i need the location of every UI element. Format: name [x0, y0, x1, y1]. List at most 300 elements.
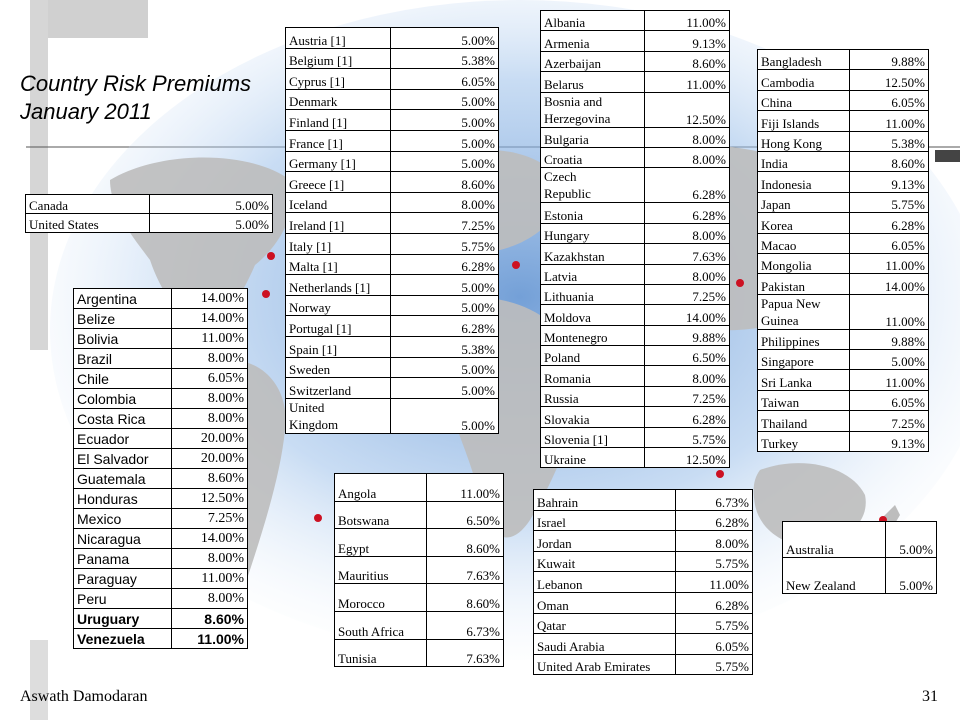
marker-dot: [314, 514, 322, 522]
country-name-cell: Portugal [1]: [286, 316, 391, 337]
risk-premium-cell: 5.00%: [390, 151, 498, 172]
country-name-cell: Venezuela: [74, 629, 172, 649]
table-row: [783, 558, 937, 594]
table-row: [286, 336, 499, 357]
table-row: [286, 172, 499, 193]
country-name-cell: Malta [1]: [286, 254, 391, 275]
table-row: [541, 346, 730, 366]
table-row: [758, 70, 929, 90]
country-name-cell: Colombia: [74, 389, 172, 409]
risk-premium-cell: 6.28%: [675, 592, 752, 613]
risk-premium-cell: 11.00%: [675, 572, 752, 593]
table-row: [335, 611, 504, 639]
country-name-cell: Panama: [74, 549, 172, 569]
risk-premium-cell: 8.60%: [849, 151, 928, 171]
country-name-cell: Kuwait: [534, 551, 676, 572]
country-name-cell: Macao: [758, 233, 850, 253]
country-name-cell: El Salvador: [74, 449, 172, 469]
risk-premium-cell: 5.75%: [675, 613, 752, 634]
country-name-cell: Guatemala: [74, 469, 172, 489]
risk-premium-cell: 6.28%: [644, 203, 729, 223]
risk-premium-cell: 5.00%: [390, 89, 498, 110]
risk-premium-cell: 6.28%: [675, 510, 752, 531]
table-row: [758, 90, 929, 110]
risk-premium-cell: 7.63%: [426, 639, 503, 667]
table-row: [541, 264, 730, 284]
table-row: [534, 531, 753, 552]
risk-premium-cell: 6.05%: [849, 233, 928, 253]
country-name-cell: Latvia: [541, 264, 645, 284]
risk-premium-cell: 6.05%: [849, 390, 928, 410]
risk-premium-cell: 5.00%: [886, 558, 937, 594]
table-row: [758, 274, 929, 294]
table-row: [286, 69, 499, 90]
country-name-cell: Iceland: [286, 192, 391, 213]
table-row: [541, 203, 730, 223]
country-name-cell: Bosnia and Herzegovina: [541, 92, 645, 127]
table-row: [534, 592, 753, 613]
table-row: [74, 589, 248, 609]
country-name-cell: Kazakhstan: [541, 244, 645, 264]
country-name-cell: Egypt: [335, 529, 427, 557]
risk-premium-cell: 11.00%: [849, 294, 928, 329]
table-row: [534, 634, 753, 655]
risk-premium-cell: 6.28%: [849, 213, 928, 233]
risk-premium-cell: 5.00%: [849, 350, 928, 370]
table-row: [541, 366, 730, 386]
risk-premium-cell: 11.00%: [171, 629, 247, 649]
country-name-cell: Turkey: [758, 431, 850, 451]
marker-dot: [716, 470, 724, 478]
table-row: [286, 151, 499, 172]
risk-premium-cell: 6.73%: [426, 611, 503, 639]
table-row: [541, 127, 730, 147]
risk-premium-cell: 6.05%: [171, 369, 247, 389]
country-name-cell: Hong Kong: [758, 131, 850, 151]
risk-premium-cell: 8.00%: [171, 349, 247, 369]
author-footer: Aswath Damodaran: [20, 688, 148, 705]
country-name-cell: Albania: [541, 11, 645, 31]
country-name-cell: Bangladesh: [758, 50, 850, 70]
country-name-cell: United Kingdom: [286, 398, 391, 433]
risk-premium-cell: 8.60%: [171, 469, 247, 489]
table-oceania: [782, 521, 937, 594]
table-row: [74, 409, 248, 429]
table-row: [541, 72, 730, 92]
table-row: [74, 309, 248, 329]
country-name-cell: Fiji Islands: [758, 111, 850, 131]
table-row: [534, 613, 753, 634]
table-row: [541, 386, 730, 406]
country-name-cell: Croatia: [541, 147, 645, 167]
table-row: [541, 51, 730, 71]
table-row: [74, 469, 248, 489]
risk-premium-cell: 8.60%: [426, 584, 503, 612]
country-name-cell: India: [758, 151, 850, 171]
risk-premium-cell: 14.00%: [849, 274, 928, 294]
risk-premium-cell: 8.00%: [644, 264, 729, 284]
country-name-cell: Thailand: [758, 411, 850, 431]
table-latin-america: [73, 288, 248, 649]
table-row: [541, 448, 730, 468]
table-row: [74, 509, 248, 529]
risk-premium-cell: 5.00%: [390, 110, 498, 131]
table-row: [74, 609, 248, 629]
table-row: [286, 357, 499, 378]
country-name-cell: Moldova: [541, 305, 645, 325]
country-name-cell: Belgium [1]: [286, 48, 391, 69]
risk-premium-cell: 5.75%: [675, 551, 752, 572]
table-row: [286, 192, 499, 213]
risk-premium-cell: 8.00%: [644, 127, 729, 147]
risk-premium-cell: 5.00%: [390, 398, 498, 433]
table-row: [541, 168, 730, 203]
country-name-cell: South Africa: [335, 611, 427, 639]
country-name-cell: Australia: [783, 522, 886, 558]
risk-premium-cell: 7.25%: [644, 386, 729, 406]
country-name-cell: United States: [26, 214, 150, 233]
country-name-cell: Mongolia: [758, 253, 850, 273]
risk-premium-cell: 7.25%: [390, 213, 498, 234]
table-row: [534, 490, 753, 511]
country-name-cell: Lithuania: [541, 284, 645, 304]
table-row: [74, 449, 248, 469]
country-name-cell: New Zealand: [783, 558, 886, 594]
marker-dot: [267, 252, 275, 260]
table-row: [541, 305, 730, 325]
table-row: [541, 147, 730, 167]
risk-premium-cell: 5.75%: [675, 654, 752, 675]
table-eastern-europe: [540, 10, 730, 468]
risk-premium-cell: 8.60%: [426, 529, 503, 557]
risk-premium-cell: 14.00%: [171, 529, 247, 549]
table-africa: [334, 473, 504, 667]
risk-premium-cell: 9.13%: [849, 431, 928, 451]
table-row: [534, 572, 753, 593]
table-row: [783, 522, 937, 558]
risk-premium-cell: 5.00%: [390, 357, 498, 378]
table-row: [335, 474, 504, 502]
risk-premium-cell: 9.88%: [644, 325, 729, 345]
table-row: [286, 398, 499, 433]
table-row: [541, 223, 730, 243]
country-name-cell: Slovakia: [541, 407, 645, 427]
table-row: [758, 213, 929, 233]
risk-premium-cell: 8.00%: [390, 192, 498, 213]
country-name-cell: Nicaragua: [74, 529, 172, 549]
risk-premium-cell: 6.28%: [390, 254, 498, 275]
frame-bar-left: [30, 0, 48, 350]
risk-premium-cell: 6.28%: [390, 316, 498, 337]
table-row: [74, 569, 248, 589]
risk-premium-cell: 7.25%: [171, 509, 247, 529]
risk-premium-cell: 14.00%: [644, 305, 729, 325]
title-line-1: Country Risk Premiums: [20, 71, 252, 96]
table-row: [286, 213, 499, 234]
risk-premium-cell: 5.75%: [849, 192, 928, 212]
table-row: [758, 329, 929, 349]
table-row: [286, 233, 499, 254]
risk-premium-cell: 20.00%: [171, 429, 247, 449]
country-name-cell: Russia: [541, 386, 645, 406]
risk-premium-cell: 6.05%: [675, 634, 752, 655]
risk-premium-cell: 11.00%: [171, 569, 247, 589]
risk-premium-cell: 5.00%: [390, 275, 498, 296]
table-row: [26, 214, 273, 233]
country-name-cell: Finland [1]: [286, 110, 391, 131]
frame-bar-left-lower: [30, 640, 48, 720]
risk-premium-cell: 5.00%: [390, 295, 498, 316]
risk-premium-cell: 5.00%: [390, 28, 498, 49]
table-row: [534, 510, 753, 531]
country-name-cell: Mauritius: [335, 556, 427, 584]
risk-premium-cell: 8.00%: [171, 549, 247, 569]
table-row: [534, 551, 753, 572]
slide-title: [20, 70, 251, 126]
table-row: [541, 427, 730, 447]
marker-dot: [736, 279, 744, 287]
table-asia: [757, 49, 929, 452]
risk-premium-cell: 8.00%: [171, 589, 247, 609]
country-name-cell: Cambodia: [758, 70, 850, 90]
risk-premium-cell: 5.00%: [886, 522, 937, 558]
risk-premium-cell: 6.50%: [426, 501, 503, 529]
risk-premium-cell: 5.38%: [390, 336, 498, 357]
risk-premium-cell: 7.25%: [644, 284, 729, 304]
risk-premium-cell: 8.00%: [644, 147, 729, 167]
country-name-cell: Singapore: [758, 350, 850, 370]
risk-premium-cell: 12.50%: [171, 489, 247, 509]
table-row: [541, 11, 730, 31]
table-row: [286, 110, 499, 131]
country-name-cell: Netherlands [1]: [286, 275, 391, 296]
country-name-cell: Qatar: [534, 613, 676, 634]
risk-premium-cell: 6.28%: [644, 407, 729, 427]
table-row: [534, 654, 753, 675]
country-name-cell: Czech Republic: [541, 168, 645, 203]
country-name-cell: Azerbaijan: [541, 51, 645, 71]
country-name-cell: Lebanon: [534, 572, 676, 593]
table-row: [541, 325, 730, 345]
table-north-america: [25, 194, 273, 233]
risk-premium-cell: 8.00%: [171, 389, 247, 409]
risk-premium-cell: 11.00%: [171, 329, 247, 349]
table-row: [541, 407, 730, 427]
risk-premium-cell: 9.88%: [849, 50, 928, 70]
table-row: [758, 431, 929, 451]
table-middle-east: [533, 489, 753, 675]
country-name-cell: United Arab Emirates: [534, 654, 676, 675]
risk-premium-cell: 12.50%: [644, 448, 729, 468]
country-name-cell: Sweden: [286, 357, 391, 378]
country-name-cell: Argentina: [74, 289, 172, 309]
table-row: [286, 254, 499, 275]
table-row: [74, 629, 248, 649]
country-name-cell: Cyprus [1]: [286, 69, 391, 90]
table-row: [541, 31, 730, 51]
country-name-cell: Norway: [286, 295, 391, 316]
risk-premium-cell: 6.50%: [644, 346, 729, 366]
country-name-cell: Armenia: [541, 31, 645, 51]
country-name-cell: Japan: [758, 192, 850, 212]
country-name-cell: Peru: [74, 589, 172, 609]
country-name-cell: Ukraine: [541, 448, 645, 468]
country-name-cell: Oman: [534, 592, 676, 613]
country-name-cell: Belarus: [541, 72, 645, 92]
table-row: [335, 556, 504, 584]
table-row: [541, 92, 730, 127]
country-name-cell: Costa Rica: [74, 409, 172, 429]
risk-premium-cell: 8.60%: [390, 172, 498, 193]
country-name-cell: Bahrain: [534, 490, 676, 511]
risk-premium-cell: 8.00%: [644, 366, 729, 386]
country-name-cell: Hungary: [541, 223, 645, 243]
table-row: [758, 370, 929, 390]
country-name-cell: Montenegro: [541, 325, 645, 345]
country-name-cell: Ecuador: [74, 429, 172, 449]
risk-premium-cell: 7.63%: [644, 244, 729, 264]
risk-premium-cell: 5.00%: [149, 214, 272, 233]
table-row: [758, 131, 929, 151]
country-name-cell: Saudi Arabia: [534, 634, 676, 655]
risk-premium-cell: 5.75%: [644, 427, 729, 447]
country-name-cell: Korea: [758, 213, 850, 233]
risk-premium-cell: 5.38%: [849, 131, 928, 151]
country-name-cell: Switzerland: [286, 378, 391, 399]
table-row: [74, 389, 248, 409]
table-row: [758, 192, 929, 212]
country-name-cell: Papua New Guinea: [758, 294, 850, 329]
table-row: [758, 151, 929, 171]
table-row: [286, 275, 499, 296]
risk-premium-cell: 6.73%: [675, 490, 752, 511]
country-name-cell: Botswana: [335, 501, 427, 529]
country-name-cell: Indonesia: [758, 172, 850, 192]
risk-premium-cell: 6.05%: [849, 90, 928, 110]
table-row: [286, 130, 499, 151]
risk-premium-cell: 11.00%: [849, 111, 928, 131]
table-row: [74, 369, 248, 389]
country-name-cell: Uruguary: [74, 609, 172, 629]
table-row: [541, 284, 730, 304]
country-name-cell: Belize: [74, 309, 172, 329]
country-name-cell: Philippines: [758, 329, 850, 349]
table-row: [286, 378, 499, 399]
table-row: [74, 349, 248, 369]
country-name-cell: Pakistan: [758, 274, 850, 294]
table-row: [758, 233, 929, 253]
table-row: [541, 244, 730, 264]
table-row: [74, 529, 248, 549]
risk-premium-cell: 6.28%: [644, 168, 729, 203]
table-row: [335, 529, 504, 557]
country-name-cell: Taiwan: [758, 390, 850, 410]
risk-premium-cell: 11.00%: [849, 253, 928, 273]
risk-premium-cell: 20.00%: [171, 449, 247, 469]
country-name-cell: France [1]: [286, 130, 391, 151]
table-row: [758, 253, 929, 273]
country-name-cell: Bolivia: [74, 329, 172, 349]
country-name-cell: Romania: [541, 366, 645, 386]
table-row: [74, 549, 248, 569]
risk-premium-cell: 7.25%: [849, 411, 928, 431]
table-row: [758, 390, 929, 410]
table-row: [74, 289, 248, 309]
country-name-cell: Poland: [541, 346, 645, 366]
risk-premium-cell: 8.00%: [171, 409, 247, 429]
country-name-cell: China: [758, 90, 850, 110]
country-name-cell: Germany [1]: [286, 151, 391, 172]
country-name-cell: Austria [1]: [286, 28, 391, 49]
risk-premium-cell: 8.00%: [644, 223, 729, 243]
risk-premium-cell: 7.63%: [426, 556, 503, 584]
table-row: [286, 316, 499, 337]
title-line-2: January 2011: [20, 99, 152, 124]
country-name-cell: Chile: [74, 369, 172, 389]
table-row: [335, 639, 504, 667]
table-row: [286, 295, 499, 316]
country-name-cell: Ireland [1]: [286, 213, 391, 234]
marker-dot: [262, 290, 270, 298]
country-name-cell: Paraguay: [74, 569, 172, 589]
table-row: [758, 294, 929, 329]
table-row: [286, 48, 499, 69]
risk-premium-cell: 11.00%: [426, 474, 503, 502]
table-row: [758, 411, 929, 431]
table-row: [26, 195, 273, 214]
table-row: [758, 50, 929, 70]
risk-premium-cell: 8.60%: [171, 609, 247, 629]
risk-premium-cell: 12.50%: [849, 70, 928, 90]
country-name-cell: Jordan: [534, 531, 676, 552]
table-row: [286, 89, 499, 110]
risk-premium-cell: 14.00%: [171, 289, 247, 309]
table-row: [758, 172, 929, 192]
country-name-cell: Honduras: [74, 489, 172, 509]
risk-premium-cell: 8.60%: [644, 51, 729, 71]
country-name-cell: Brazil: [74, 349, 172, 369]
country-name-cell: Spain [1]: [286, 336, 391, 357]
risk-premium-cell: 11.00%: [644, 11, 729, 31]
country-name-cell: Angola: [335, 474, 427, 502]
table-row: [335, 584, 504, 612]
table-row: [74, 489, 248, 509]
country-name-cell: Sri Lanka: [758, 370, 850, 390]
table-row: [286, 28, 499, 49]
country-name-cell: Tunisia: [335, 639, 427, 667]
country-name-cell: Slovenia [1]: [541, 427, 645, 447]
table-row: [335, 501, 504, 529]
table-row: [758, 111, 929, 131]
country-name-cell: Italy [1]: [286, 233, 391, 254]
risk-premium-cell: 5.75%: [390, 233, 498, 254]
table-row: [758, 350, 929, 370]
table-western-europe: [285, 27, 499, 434]
risk-premium-cell: 6.05%: [390, 69, 498, 90]
table-row: [74, 429, 248, 449]
table-row: [74, 329, 248, 349]
risk-premium-cell: 11.00%: [849, 370, 928, 390]
country-name-cell: Mexico: [74, 509, 172, 529]
risk-premium-cell: 11.00%: [644, 72, 729, 92]
risk-premium-cell: 9.88%: [849, 329, 928, 349]
risk-premium-cell: 5.00%: [390, 130, 498, 151]
risk-premium-cell: 9.13%: [849, 172, 928, 192]
country-name-cell: Denmark: [286, 89, 391, 110]
risk-premium-cell: 12.50%: [644, 92, 729, 127]
risk-premium-cell: 5.00%: [390, 378, 498, 399]
risk-premium-cell: 5.38%: [390, 48, 498, 69]
